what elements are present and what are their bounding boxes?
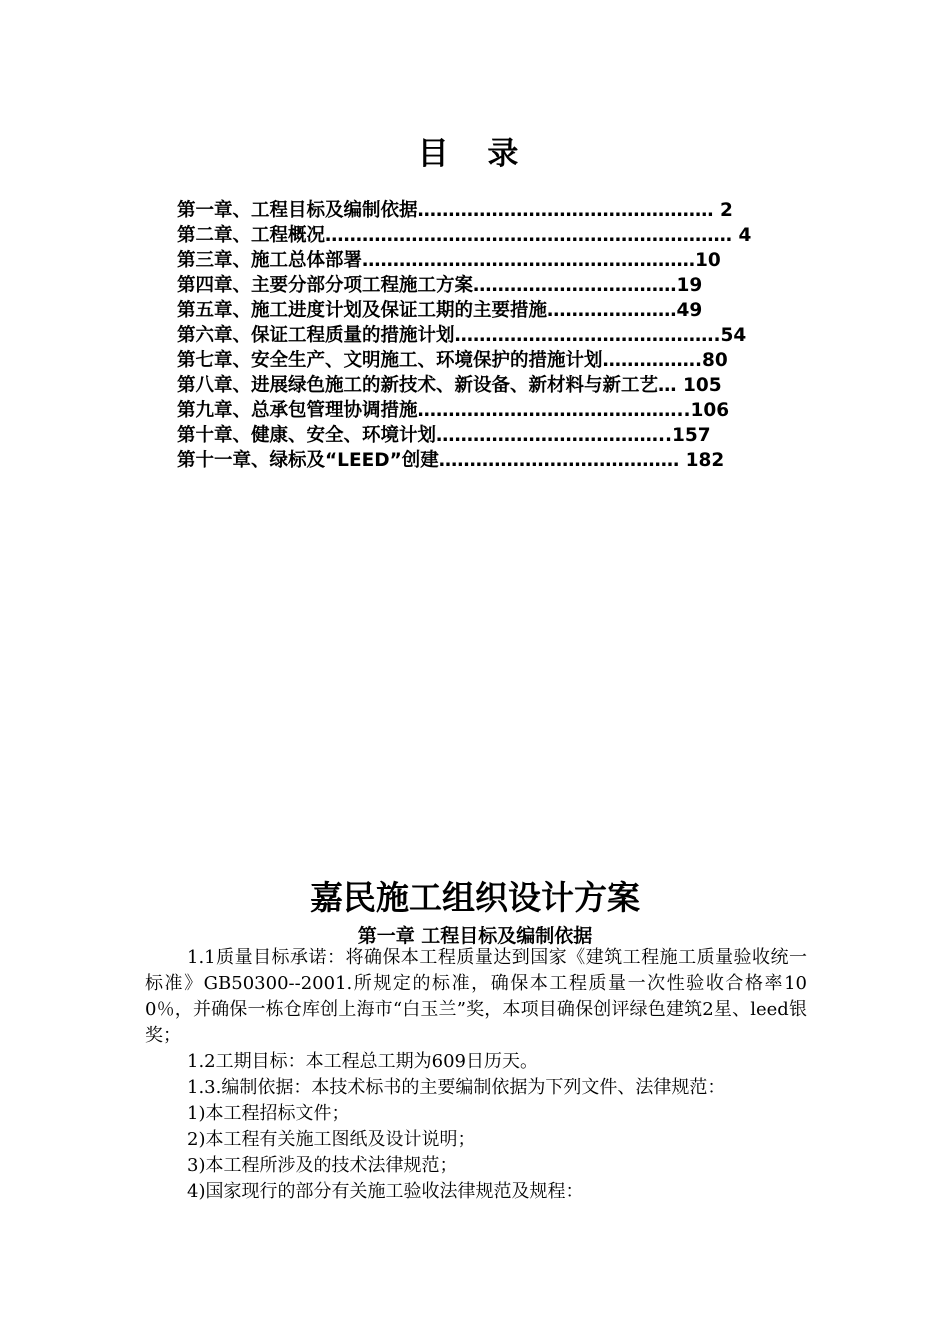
toc-entry[interactable]: 第五章、施工进度计划及保证工期的主要措施…………………49: [177, 300, 703, 321]
document-title: 嘉民施工组织设计方案: [310, 878, 640, 917]
document-body: [145, 945, 807, 1205]
list-item: 4)国家现行的部分有关施工验收法律规范及规程：: [187, 1181, 584, 1202]
chapter-heading: 第一章 工程目标及编制依据: [357, 925, 593, 947]
table-of-contents: [145, 198, 807, 473]
toc-entry[interactable]: 第一章、工程目标及编制依据………………………………………… 2: [177, 200, 733, 221]
toc-title: 目 录: [417, 136, 533, 172]
toc-entry[interactable]: 第十章、健康、安全、环境计划………………………………..157: [177, 425, 711, 446]
list-item: 1)本工程招标文件；: [187, 1103, 350, 1124]
toc-entry[interactable]: 第八章、进展绿色施工的新技术、新设备、新材料与新工艺… 105: [177, 375, 722, 396]
list-item: 3)本工程所涉及的技术法律规范；: [187, 1155, 458, 1176]
toc-entry[interactable]: 第二章、工程概况………………………………………………………… 4: [177, 225, 752, 246]
body-paragraph: 1.3.编制依据：本技术标书的主要编制依据为下列文件、法律规范：: [187, 1077, 726, 1098]
body-paragraph: 1.1质量目标承诺：将确保本工程质量达到国家《建筑工程施工质量验收统一标准》GB50300--2001.所规定的标准，确保本工程质量一次性验收合格率100％，并确保一栋仓库创上海市“白玉兰”奖，本项目确保创评绿色建筑2星、leed银奖；: [145, 947, 807, 1046]
list-item: 2)本工程有关施工图纸及设计说明；: [187, 1129, 476, 1150]
toc-entry[interactable]: 第七章、安全生产、文明施工、环境保护的措施计划…………….80: [177, 350, 728, 371]
toc-entry[interactable]: 第四章、主要分部分项工程施工方案……………………………19: [177, 275, 703, 296]
toc-entry[interactable]: 第十一章、绿标及“LEED”创建………………………………… 182: [177, 450, 725, 471]
body-paragraph: 1.2工期目标：本工程总工期为609日历天。: [187, 1051, 538, 1072]
toc-entry[interactable]: 第九章、总承包管理协调措施……………………………………..106: [177, 400, 730, 421]
toc-entry[interactable]: 第三章、施工总体部署………………………………………………10: [177, 250, 721, 271]
toc-entry[interactable]: 第六章、保证工程质量的措施计划…………………………………….54: [177, 325, 747, 346]
